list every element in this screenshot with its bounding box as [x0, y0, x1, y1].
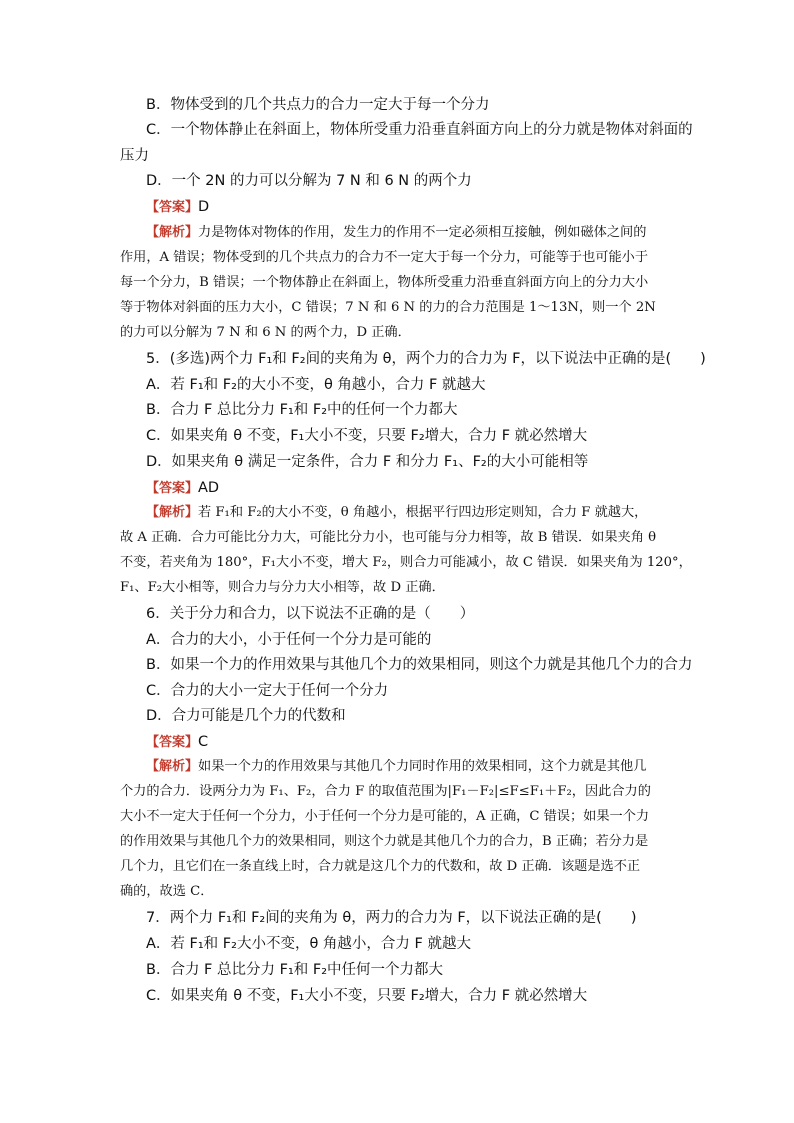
analysis-tag: 【解析】 [146, 505, 199, 520]
analysis-tag: 【解析】 [146, 759, 199, 774]
answer-value: AD [198, 480, 220, 496]
analysis-line: 作用，A 错误；物体受到的几个共点力的合力不一定大于每一个分力，可能等于也可能小于 [120, 250, 649, 265]
analysis-line [146, 223, 646, 243]
analysis-line: 不变，若夹角为 180°，F₁大小不变，增大 F₂，则合力可能减小，故 C 错误．如果夹角为 120°， [120, 555, 692, 570]
option-line: C．一个物体静止在斜面上，物体所受重力沿垂直斜面方向上的分力就是物体对斜面的 [146, 122, 693, 138]
option-line: B．如果一个力的作用效果与其他几个力的效果相同，则这个力就是其他几个力的合力 [146, 657, 693, 673]
analysis-line: 等于物体对斜面的压力大小，C 错误；7 N 和 6 N 的力的合力范围是 1～13N，则一个 2N [120, 300, 656, 315]
analysis-line: 个力的合力．设两分力为 F₁、F₂，合力 F 的取值范围为|F₁－F₂|≤F≤F₁＋F₂，因此合力的 [120, 784, 651, 799]
analysis-line: 几个力，且它们在一条直线上时，合力就是这几个力的代数和，故 D 正确．该题是选不正 [120, 859, 641, 874]
option-line: B．物体受到的几个共点力的合力一定大于每一个分力 [146, 97, 490, 113]
analysis-line: 每一个分力，B 错误；一个物体静止在斜面上，物体所受重力沿垂直斜面方向上的分力大小 [120, 275, 649, 290]
analysis-line: 的力可以分解为 7 N 和 6 N 的两个力，D 正确． [120, 325, 411, 340]
option-line: C．如果夹角 θ 不变，F₁大小不变，只要 F₂增大，合力 F 就必然增大 [146, 428, 588, 444]
analysis-line: 故 A 正确．合力可能比分力大，可能比分力小，也可能与分力相等，故 B 错误．如果夹角 θ [120, 530, 657, 545]
question-stem: 7．两个力 F₁和 F₂间的夹角为 θ，两力的合力为 F，以下说法正确的是( ) [146, 910, 637, 926]
option-line: D．如果夹角 θ 满足一定条件，合力 F 和分力 F₁、F₂的大小可能相等 [146, 454, 589, 470]
option-line: A．若 F₁和 F₂的大小不变，θ 角越小，合力 F 就越大 [146, 377, 486, 393]
analysis-line: 大小不一定大于任何一个分力，小于任何一个分力是可能的，A 正确，C 错误；如果一个力 [120, 809, 650, 824]
analysis-text: 如果一个力的作用效果与其他几个力同时作用的效果相同，这个力就是其他几 [198, 759, 647, 774]
answer-value: C [198, 734, 209, 750]
option-line: C．合力的大小一定大于任何一个分力 [146, 683, 389, 699]
answer-line [146, 197, 209, 218]
option-line: A．合力的大小，小于任何一个分力是可能的 [146, 632, 432, 648]
analysis-line: 确的，故选 C． [120, 884, 214, 899]
option-line: C．如果夹角 θ 不变，F₁大小不变，只要 F₂增大，合力 F 就必然增大 [146, 988, 588, 1004]
option-line: D．合力可能是几个力的代数和 [146, 708, 346, 724]
option-line: B．合力 F 总比分力 F₁和 F₂中的任何一个力都大 [146, 402, 458, 418]
question-stem: 6．关于分力和合力，以下说法不正确的是（ ） [146, 606, 475, 622]
analysis-line: F₁、F₂大小相等，则合力与分力大小相等，故 D 正确． [120, 580, 445, 595]
option-line: B．合力 F 总比分力 F₁和 F₂中任何一个力都大 [146, 962, 444, 978]
option-line: A．若 F₁和 F₂大小不变，θ 角越小，合力 F 就越大 [146, 936, 471, 952]
analysis-line [146, 503, 647, 523]
answer-line [146, 732, 208, 753]
analysis-tag: 【解析】 [146, 225, 199, 240]
analysis-line [146, 757, 646, 777]
answer-tag: 【答案】 [146, 481, 199, 496]
analysis-line: 的作用效果与其他几个力的效果相同，则这个力就是其他几个力的合力，B 正确；若分力是 [120, 834, 649, 849]
answer-tag: 【答案】 [146, 735, 199, 750]
question-stem: 5．(多选)两个力 F₁和 F₂间的夹角为 θ，两个力的合力为 F，以下说法中正确的是( ) [146, 351, 706, 367]
option-line: D．一个 2N 的力可以分解为 7 N 和 6 N 的两个力 [146, 173, 472, 189]
analysis-text: 力是物体对物体的作用，发生力的作用不一定必须相互接触，例如磁体之间的 [198, 225, 647, 240]
analysis-text: 若 F₁和 F₂的大小不变，θ 角越小，根据平行四边形定则知，合力 F 就越大， [198, 505, 648, 520]
answer-tag: 【答案】 [146, 200, 199, 215]
answer-value: D [198, 199, 210, 215]
text-line: 压力 [120, 148, 149, 164]
answer-line [146, 478, 219, 499]
